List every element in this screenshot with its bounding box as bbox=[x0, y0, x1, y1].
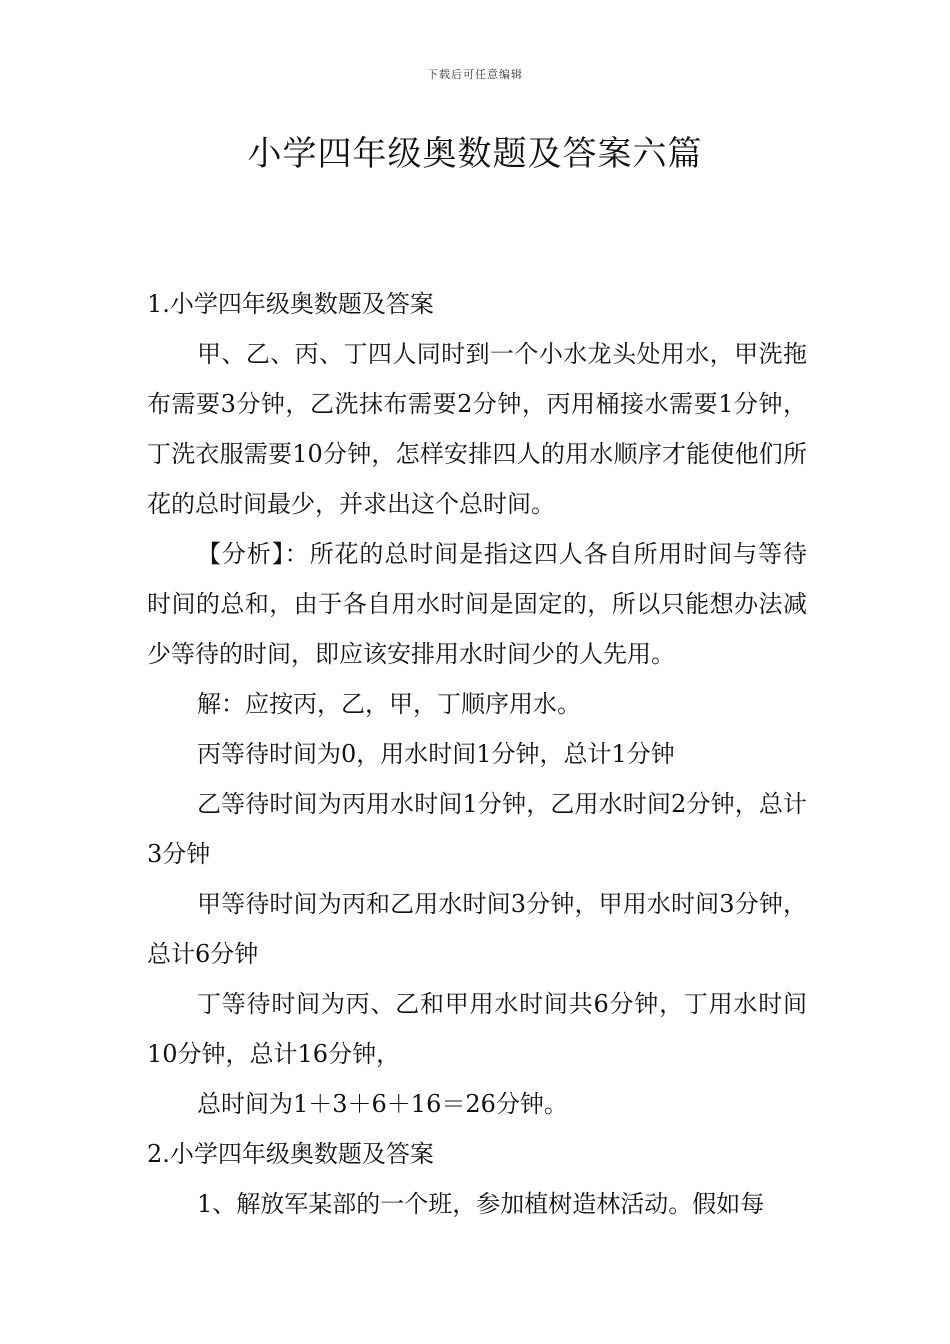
section-heading: 2.小学四年级奥数题及答案 bbox=[147, 1140, 434, 1168]
document-title: 小学四年级奥数题及答案六篇 bbox=[247, 134, 703, 174]
analysis-paragraph: 【分析】：所花的总时间是指这四人各自所用时间与等待时间的总和，由于各自用水时间是固定的，所以只能想办法减少等待的时间，即应该安排用水时间少的人先用。 bbox=[147, 540, 807, 668]
total-time-paragraph: 总时间为1＋3＋6＋16＝26分钟。 bbox=[197, 1090, 568, 1118]
problem-paragraph: 1、解放军某部的一个班，参加植树造林活动。假如每 bbox=[197, 1190, 765, 1218]
section-heading: 1.小学四年级奥数题及答案 bbox=[147, 290, 434, 318]
solution-step-paragraph: 甲等待时间为丙和乙用水时间3分钟，甲用水时间3分钟，总计6分钟 bbox=[147, 890, 807, 968]
solution-step-paragraph: 乙等待时间为丙用水时间1分钟，乙用水时间2分钟，总计3分钟 bbox=[147, 790, 807, 868]
problem-paragraph: 甲、乙、丙、丁四人同时到一个小水龙头处用水，甲洗拖布需要3分钟，乙洗抹布需要2分钟，丙用桶接水需要1分钟，丁洗衣服需要10分钟，怎样安排四人的用水顺序才能使他们所花的总时间最少，并求出这个总时间。 bbox=[147, 340, 807, 518]
solution-step-paragraph: 丁等待时间为丙、乙和甲用水时间共6分钟，丁用水时间10分钟，总计16分钟， bbox=[147, 990, 807, 1068]
document-body bbox=[147, 279, 807, 1229]
header-note: 下载后可任意编辑 bbox=[427, 68, 523, 81]
solution-paragraph: 解：应按丙，乙，甲，丁顺序用水。 bbox=[197, 690, 581, 718]
solution-step-paragraph: 丙等待时间为0，用水时间1分钟，总计1分钟 bbox=[197, 740, 675, 768]
